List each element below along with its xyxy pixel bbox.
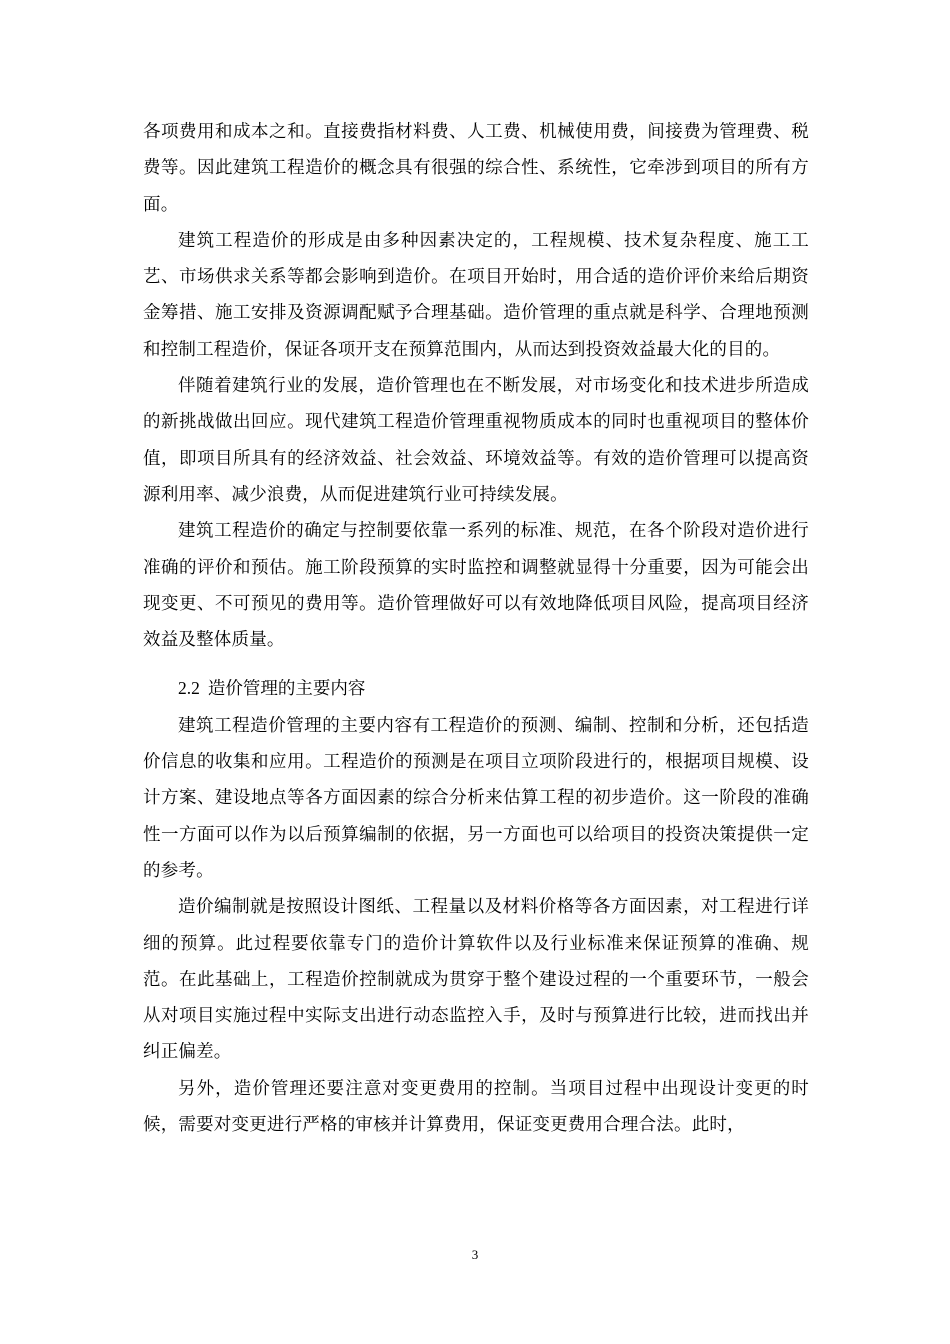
section-title: 造价管理的主要内容: [207, 679, 366, 700]
section-number: 2.2: [178, 678, 200, 699]
section-heading: [143, 670, 809, 707]
page-number: 3: [471, 1247, 479, 1262]
paragraph-industry-development: 伴随着建筑行业的发展，造价管理也在不断发展，对市场变化和技术进步所造成的新挑战做出回应。现代建筑工程造价管理重视物质成本的同时也重视项目的整体价值，即项目所具有的经济效益、社会效益、环境效益等。有效的造价管理可以提高资源利用率、减少浪费，从而促进建筑行业可持续发展。: [143, 376, 809, 505]
paragraph-change-control: 另外，造价管理还要注意对变更费用的控制。当项目过程中出现设计变更的时候，需要对变更进行严格的审核并计算费用，保证变更费用合理合法。此时，: [143, 1078, 809, 1136]
paragraph-continued: 各项费用和成本之和。直接费指材料费、人工费、机械使用费，间接费为管理费、税费等。因此建筑工程造价的概念具有很强的综合性、系统性，它牵涉到项目的所有方面。: [143, 122, 809, 215]
paragraph-cost-formation: 建筑工程造价的形成是由多种因素决定的，工程规模、技术复杂程度、施工工艺、市场供求关系等都会影响到造价。在项目开始时，用合适的造价评价来给后期资金筹措、施工安排及资源调配赋予合理基础。造价管理的重点就是科学、合理地预测和控制工程造价，保证各项开支在预算范围内，从而达到投资效益最大化的目的。: [143, 230, 809, 360]
page-body: [143, 114, 809, 1143]
paragraph-main-content: 建筑工程造价管理的主要内容有工程造价的预测、编制、控制和分析，还包括造价信息的收集和应用。工程造价的预测是在项目立项阶段进行的，根据项目规模、设计方案、建设地点等各方面因素的综合分析来估算工程的初步造价。这一阶段的准确性一方面可以作为以后预算编制的依据，另一方面也可以给项目的投资决策提供一定的参考。: [143, 715, 809, 881]
paragraph-standards-control: 建筑工程造价的确定与控制要依靠一系列的标准、规范，在各个阶段对造价进行准确的评价和预估。施工阶段预算的实时监控和调整就显得十分重要，因为可能会出现变更、不可预见的费用等。造价管理做好可以有效地降低项目风险，提高项目经济效益及整体质量。: [143, 521, 809, 651]
paragraph-cost-compilation: 造价编制就是按照设计图纸、工程量以及材料价格等各方面因素，对工程进行详细的预算。此过程要依靠专门的造价计算软件以及行业标准来保证预算的准确、规范。在此基础上，工程造价控制就成为贯穿于整个建设过程的一个重要环节，一般会从对项目实施过程中实际支出进行动态监控入手，及时与预算进行比较，进而找出并纠正偏差。: [143, 897, 809, 1063]
